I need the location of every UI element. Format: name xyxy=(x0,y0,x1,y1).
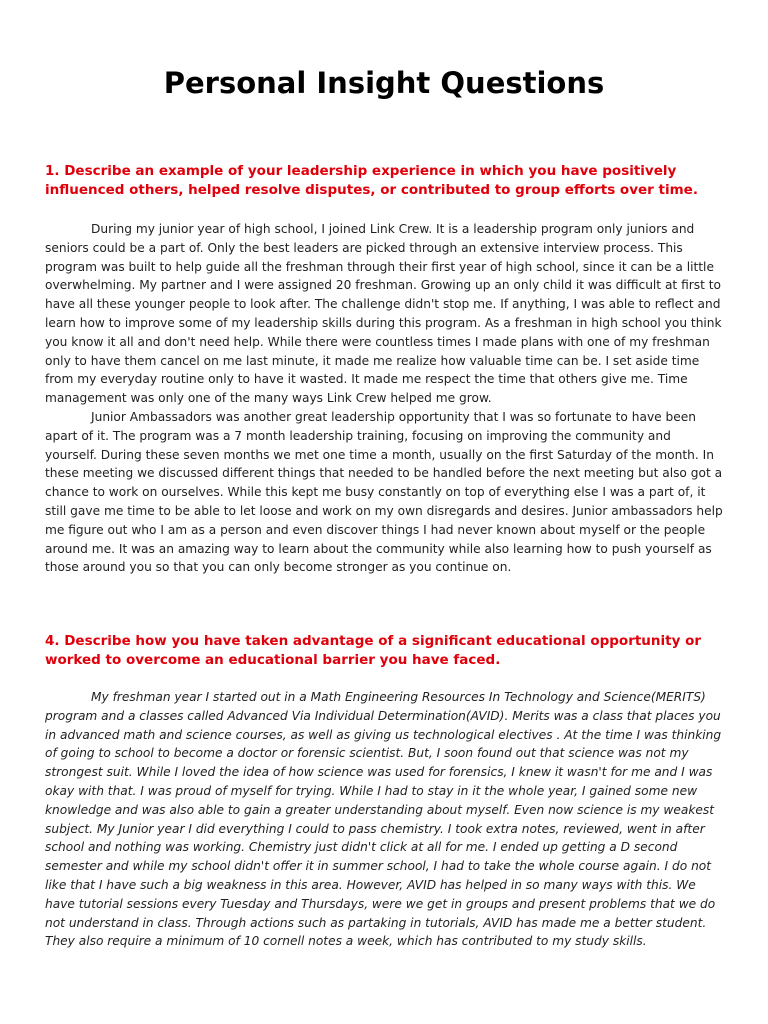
question-4-heading: 4. Describe how you have taken advantage of a significant educational opportunity or worked to overcome an educational barrier you have faced. xyxy=(45,633,702,668)
answer-4-paragraph-1: My freshman year I started out in a Math Engineering Resources In Technology and Science(MERITS) program and a classes called Advanced Via Individual Determination(AVID). Merits was a class that places you in advanced math and science courses, as well as giving us technological electives . At the time I was thinking of going to school to become a doctor or forensic scientist. But, I soon found out that science was not my strongest suit. While I loved the idea of how science was used for forensics, I knew it wasn't for me and I was okay with that. I was proud of myself for trying. While I had to stay in it the whole year, I gained some new knowledge and was also able to gain a greater understanding about myself. Even now science is my weakest subject. My Junior year I did everything I could to pass chemistry. I took extra notes, reviewed, went in after school and nothing was working. Chemistry just didn't click at all for me. I ended up getting a D second semester and while my school didn't offer it in summer school, I had to take the whole course again. I do not like that I have such a big weakness in this area. However, AVID has helped in so many ways with this. We have tutorial sessions every Tuesday and Thursdays, were we get in groups and present problems that we do not understand in class. Through actions such as partaking in tutorials, AVID has made me a better student. They also require a minimum of 10 cornell notes a week, which has contributed to my study skills. xyxy=(45,690,722,949)
document-title: Personal Insight Questions xyxy=(163,66,605,100)
answer-1-paragraph-2: Junior Ambassadors was another great leadership opportunity that I was so fortunate to have been apart of it. The program was a 7 month leadership training, focusing on improving the community and yourself. During these seven months we met one time a month, usually on the first Saturday of the month. In these meeting we discussed different things that needed to be handled before the next meeting but also got a chance to work on ourselves. While this kept me busy constantly on top of everything else I was a part of, it still gave me time to be able to let loose and work on my own disregards and desires. Junior ambassadors help me figure out who I am as a person and even discover things I had never known about myself or the people around me. It was an amazing way to learn about the community while also learning how to push yourself as those around you so that you can only become stronger as you continue on. xyxy=(45,409,723,575)
question-1-heading: 1. Describe an example of your leadership experience in which you have positively influenced others, helped resolve disputes, or contributed to group efforts over time. xyxy=(45,163,698,198)
answer-1-body xyxy=(45,220,725,577)
answer-4-body xyxy=(45,688,725,951)
answer-1-paragraph-1: During my junior year of high school, I joined Link Crew. It is a leadership program only juniors and seniors could be a part of. Only the best leaders are picked through an extensive interview process. This program was built to help guide all the freshman through their first year of high school, since it can be a little overwhelming. My partner and I were assigned 20 freshman. Growing up an only child it was difficult at first to have all these younger people to look after. The challenge didn't stop me. If anything, I was able to reflect and learn how to improve some of my leadership skills during this program. As a freshman in high school you think you know it all and don't need help. While there were countless times I made plans with one of my freshman only to have them cancel on me last minute, it made me realize how valuable time can be. I set aside time from my everyday routine only to have it wasted. It made me respect the time that others give me. Time management was only one of the many ways Link Crew helped me grow. xyxy=(45,222,722,406)
